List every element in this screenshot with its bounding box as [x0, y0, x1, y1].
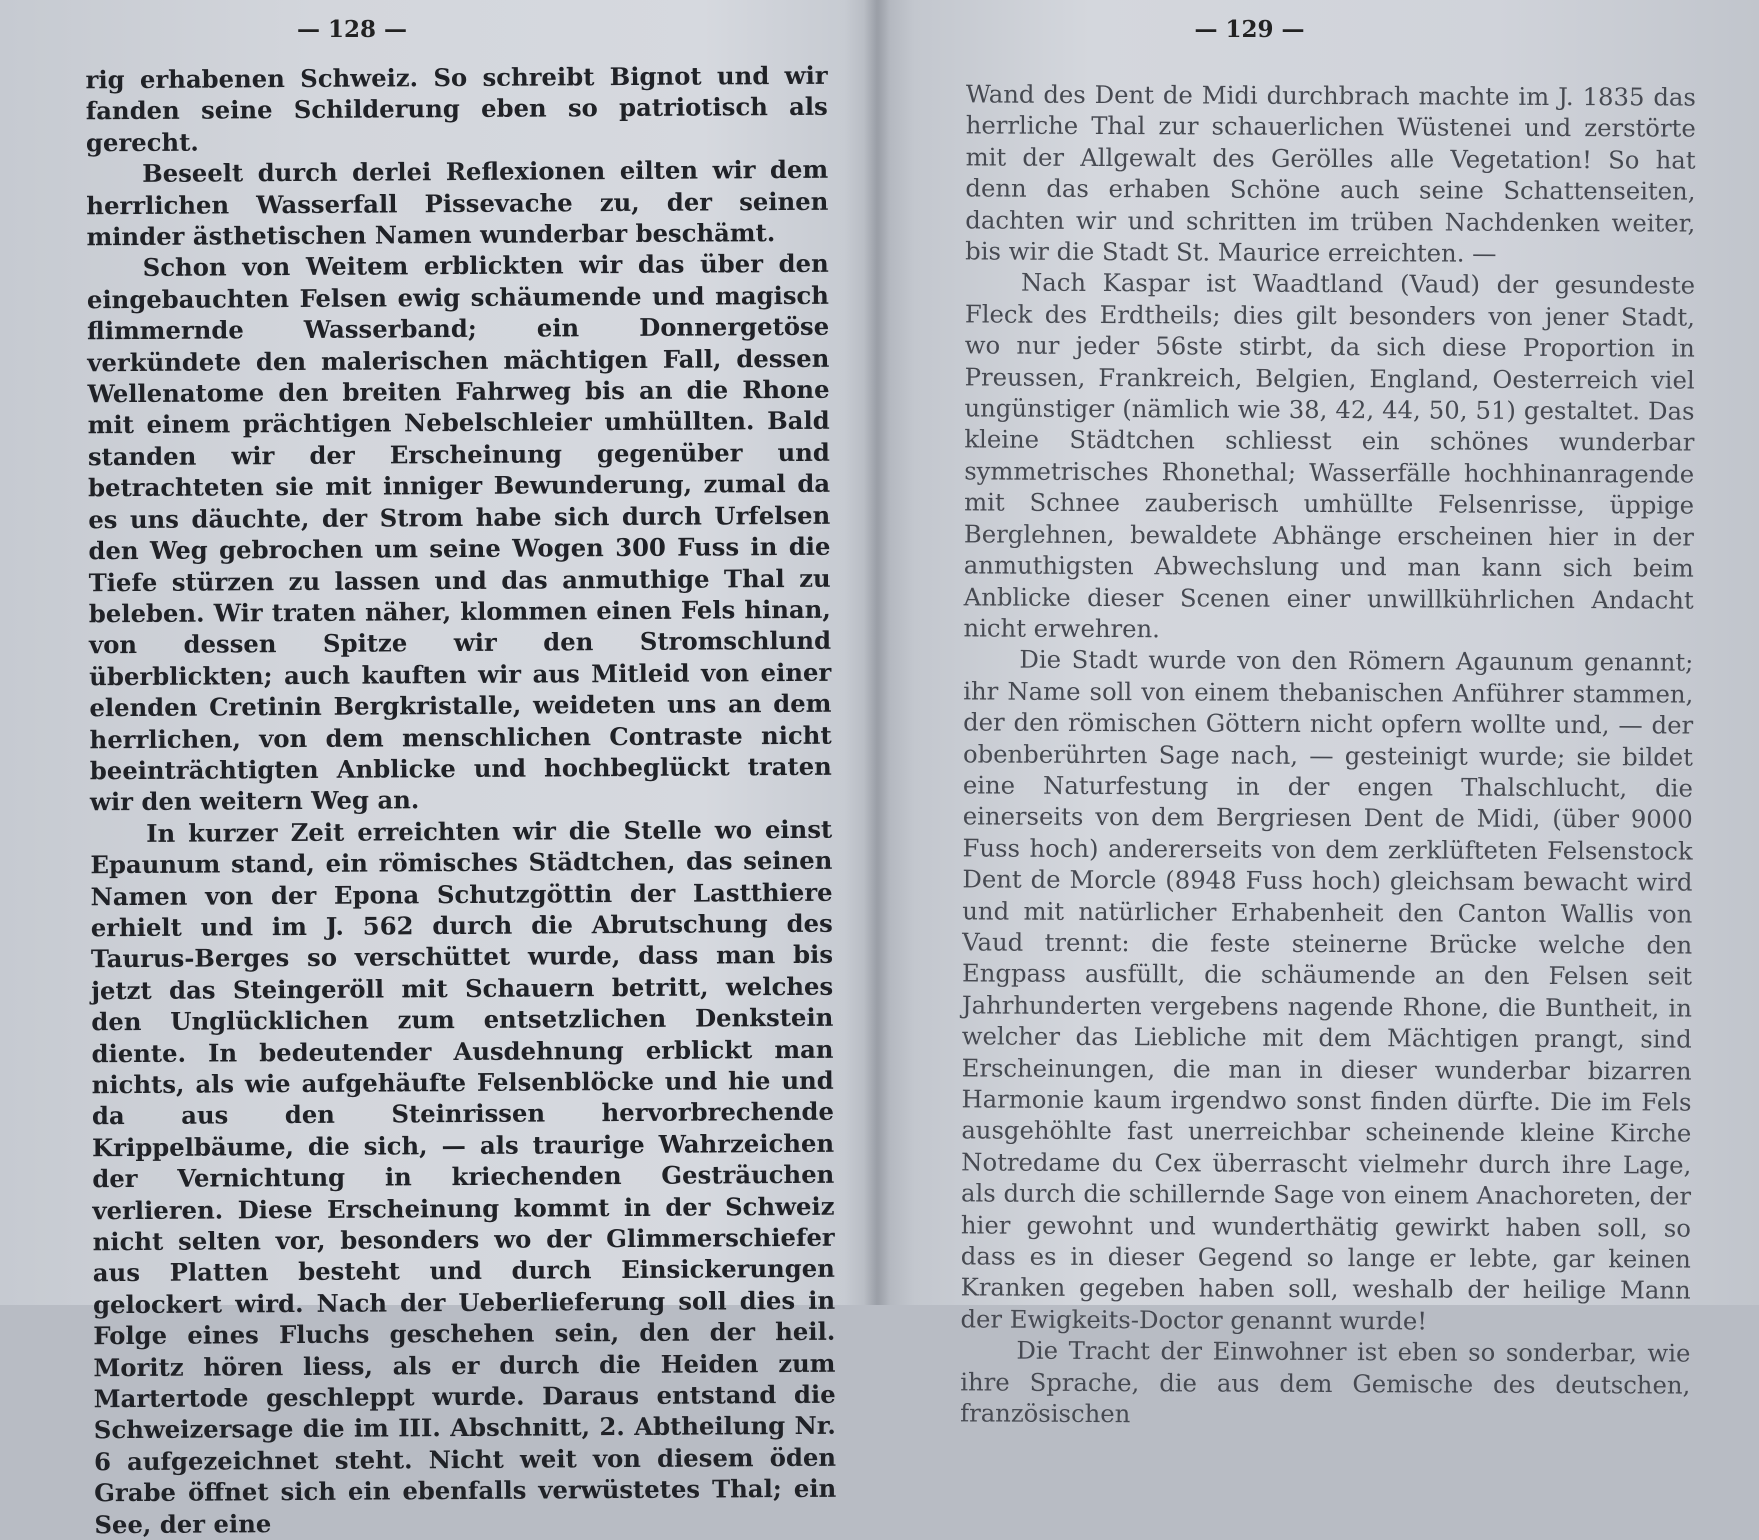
paragraph: Wand des Dent de Midi durchbrach machte im J. 1835 das herrliche Thal zur schauerlichen Wüstenei und zerstörte mit der Allgewalt des Gerölles alle Vegetation! So hat denn das erhaben Schöne auch seine Schattenseiten, dachten wir und schritten im trüben Nachdenken weiter, bis wir die Stadt St. Maurice erreichten. —: [965, 79, 1696, 268]
page-number: — 128 —: [296, 16, 408, 43]
paragraph: In kurzer Zeit erreichten wir die Stelle wo einst Epaunum stand, ein römisches Städtchen, das seinen Namen von der Epona Schutzgöttin der Lastthiere erhielt und im J. 562 durch die Abrutschung des Taurus-Berges so verschüttet wurde, dass man bis jetzt das Steingeröll mit Schauern betritt, welches den Unglücklichen zum entsetzlichen Denkstein diente. In bedeutender Ausdehnung erblickt man nichts, als wie aufgehäufte Felsenblöcke und hie und da aus den Steinrissen hervorbrechende Krippelbäume, die sich, — als traurige Wahrzeichen der Vernichtung in kriechenden Gesträuchen verlieren. Diese Erscheinung kommt in der Schweiz nicht selten vor, besonders wo der Glimmerschiefer aus Platten besteht und durch Einsickerungen gelockert wird. Nach der Ueberlieferung soll dies in Folge eines Fluchs geschehen sein, den der heil. Moritz hören liess, als er durch die Heiden zum Martertode geschleppt wurde. Daraus entstand die Schweizersage die im III. Abschnitt, 2. Abtheilung Nr. 6 aufgezeichnet steht. Nicht weit von diesem öden Grabe öffnet sich ein ebenfalls verwüstetes Thal; ein See, der eine: [90, 814, 837, 1539]
paragraph: Nach Kaspar ist Waadtland (Vaud) der gesundeste Fleck des Erdtheils; dies gilt besonders von jener Stadt, wo nur jeder 56ste stirbt, da sich diese Proportion in Preussen, Frankreich, Belgien, England, Oesterreich viel ungünstiger (nämlich wie 38, 42, 44, 50, 51) gestaltet. Das kleine Städtchen schliesst ein schönes wunderbar symmetrisches Rhonethal; Wasserfälle hochhinanragende mit Schnee zauberisch umhüllte Felsenrisse, üppige Berglehnen, bewaldete Abhänge erscheinen hier in der anmuthigsten Abwechslung und man kann sich beim Anblicke dieser Scenen einer unwillkührlichen Andacht nicht erwehren.: [963, 268, 1696, 644]
paragraph: Die Stadt wurde von den Römern Agaunum genannt; ihr Name soll von einem thebanischen Anführer stammen, der den römischen Göttern nicht opfern wollte und, — der obenberührten Sage nach, — gesteinigt wurde; sie bildet eine Naturfestung in der engen Thalschlucht, die einerseits von dem Bergriesen Dent de Midi, (über 9000 Fuss hoch) andererseits von dem zerklüfteten Felsenstock Dent de Morcle (8948 Fuss hoch) gleichsam bewacht wird und mit natürlicher Erhabenheit den Canton Wallis von Vaud trennt: die feste steinerne Brücke welche den Engpass ausfüllt, die schäumende an den Felsen seit Jahrhunderten vergebens nagende Rhone, die Buntheit, in welcher das Liebliche mit dem Mächtigen prangt, sind Erscheinungen, die man in dieser wunderbar bizarren Harmonie kaum irgendwo sonst finden dürfte. Die im Fels ausgehöhlte fast unerreichbar scheinende kleine Kirche Notredame du Cex überrascht vielmehr durch ihre Lage, als durch die schillernde Sage von einem Anachoreten, der hier gewohnt und wunderthätig gewirkt haben soll, so dass es in dieser Gegend so lange er lebte, gar keinen Kranken gegeben haben soll, weshalb der heilige Mann der Ewigkeits-Doctor genannt wurde!: [960, 644, 1694, 1336]
right-page: [890, 0, 1759, 1429]
paragraph: Schon von Weitem erblickten wir das über den eingebauchten Felsen ewig schäumende und magisch flimmernde Wasserband; ein Donnergetöse verkündete den malerischen mächtigen Fall, dessen Wellenatome den breiten Fahrweg bis an die Rhone mit einem prächtigen Nebelschleier umhüllten. Bald standen wir der Erscheinung gegenüber und betrachteten sie mit inniger Bewunderung, zumal da es uns däuchte, der Strom habe sich durch Urfelsen den Weg gebrochen um seine Wogen 300 Fuss in die Tiefe stürzen zu lassen und das anmuthige Thal zu beleben. Wir traten näher, klommen einen Fels hinan, von dessen Spitze wir den Stromschlund überblickten; auch kauften wir aus Mitleid von einer elenden Cretinin Bergkristalle, weideten uns an dem herrlichen, von dem menschlichen Contraste nicht beeinträchtigten Anblicke und hochbeglückt traten wir den weitern Weg an.: [86, 249, 832, 817]
book-gutter: [864, 0, 890, 1305]
paragraph: Die Tracht der Einwohner ist eben so sonderbar, wie ihre Sprache, die aus dem Gemische des deutschen, französischen: [960, 1335, 1691, 1429]
page-text: [960, 78, 1696, 1432]
page-text: [85, 60, 836, 1540]
paragraph: Beseelt durch derlei Reflexionen eilten wir dem herrlichen Wasserfall Pissevache zu, der seinen minder ästhetischen Namen wunderbar beschämt.: [86, 154, 829, 252]
paragraph: rig erhabenen Schweiz. So schreibt Bignot und wir fanden seine Schilderung eben so patriotisch als gerecht.: [85, 60, 828, 158]
page-number: — 129 —: [1194, 16, 1305, 43]
left-page: [0, 0, 864, 1539]
